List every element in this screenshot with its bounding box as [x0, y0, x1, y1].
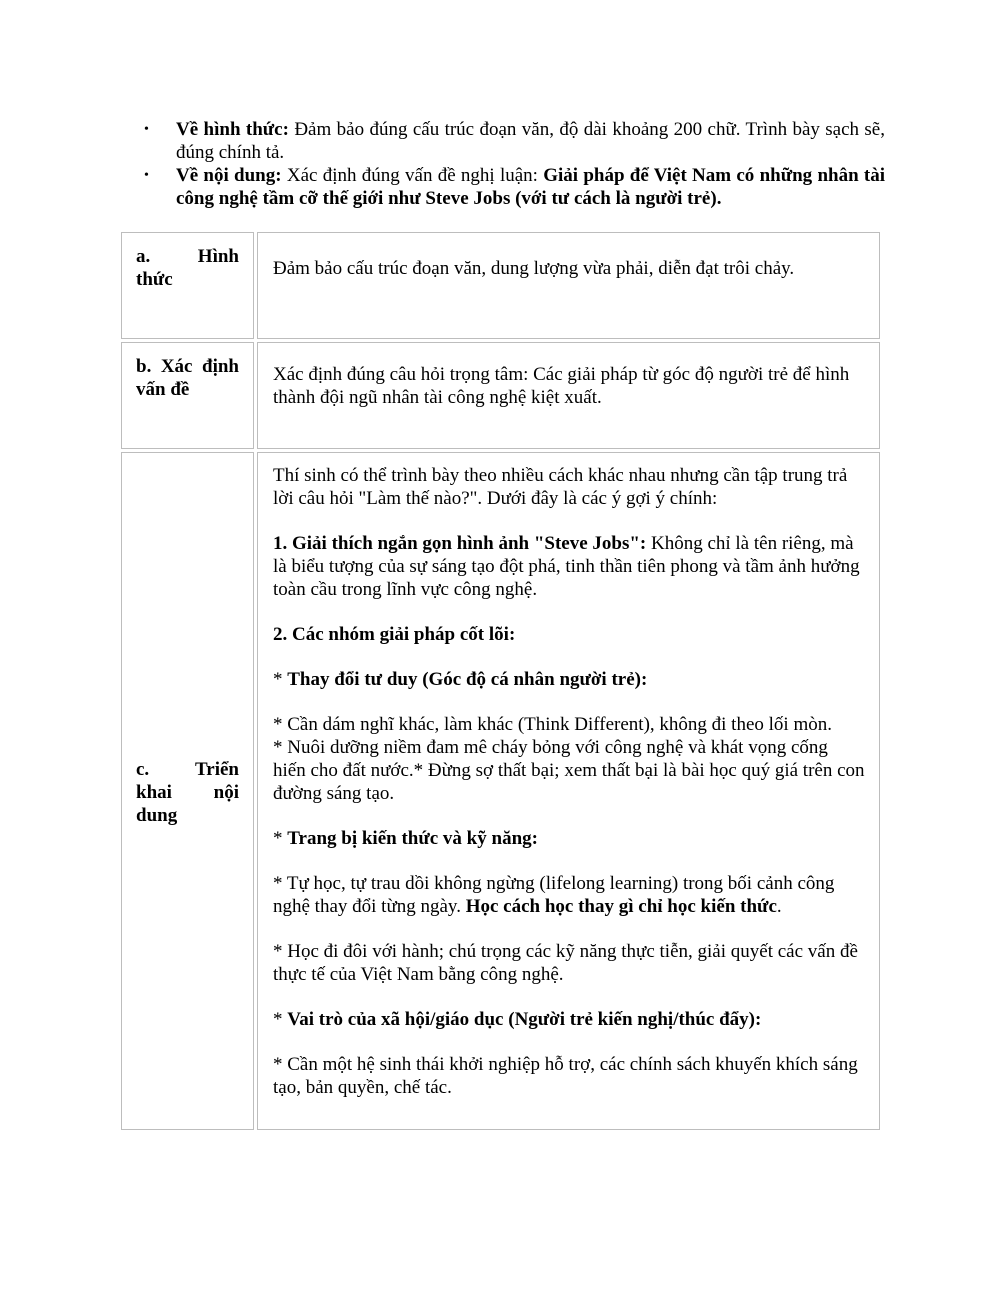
table-row [121, 232, 880, 339]
bullet-heading: Về nội dung: [176, 165, 282, 186]
row-label-cell [121, 232, 254, 339]
asterisk: * [273, 828, 288, 849]
table-row [121, 342, 880, 449]
rubric-table [121, 232, 880, 1133]
mindset-heading [273, 668, 865, 691]
skills-point: * Học đi đôi với hành; chú trọng các kỹ năng thực tiễn, giải quyết các vấn đề thực tế của Việt Nam bằng công nghệ. [273, 941, 858, 985]
row-label-line: khai nội [136, 781, 239, 803]
row-content-cell [257, 452, 880, 1130]
bullet-emphasis: Giải pháp để Việt Nam có những nhân tài công nghệ tầm cỡ thế giới như Steve Jobs (với tư cách là người trẻ). [176, 165, 886, 209]
subheading-text: Thay đổi tư duy (Góc độ cá nhân người trẻ): [287, 669, 648, 690]
skills-point [273, 872, 865, 918]
list-item [140, 164, 885, 210]
intro-paragraph: Thí sinh có thể trình bày theo nhiều cách khác nhau nhưng cần tập trung trả lời câu hỏi "Làm thế nào?". Dưới đây là các ý gợi ý chính: [273, 465, 848, 509]
row-content-cell [257, 232, 880, 339]
row-label-line: b. Xác định [136, 356, 239, 377]
steve-jobs-paragraph [273, 532, 865, 601]
subheading-text: Trang bị kiến thức và kỹ năng: [287, 828, 538, 849]
row-content-text: Đảm bảo cấu trúc đoạn văn, dung lượng vừa phải, diễn đạt trôi chảy. [273, 258, 795, 279]
bullet-text: Xác định đúng vấn đề nghị luận: [281, 165, 544, 186]
row-label-line: vấn đề [136, 379, 190, 400]
asterisk: * [273, 1009, 288, 1030]
list-item [140, 118, 885, 164]
row-content-text: Xác định đúng câu hỏi trọng tâm: Các giải pháp từ góc độ người trẻ để hình thành đội ngũ nhân tài công nghệ kiệt xuất. [273, 364, 850, 408]
row-label-line: c. Triển [136, 758, 239, 780]
point-text: * Tự học, tự trau dồi không ngừng (lifelong learning) trong bối cảnh công nghệ thay đổi từng ngày. [273, 873, 835, 917]
row-content-cell [257, 342, 880, 449]
society-point: * Cần một hệ sinh thái khởi nghiệp hỗ trợ, các chính sách khuyến khích sáng tạo, bản quyền, chế tác. [273, 1054, 858, 1098]
asterisk: * [273, 669, 288, 690]
table-row [121, 452, 880, 1130]
subheading-text: Vai trò của xã hội/giáo dục (Người trẻ kiến nghị/thúc đẩy): [287, 1009, 762, 1030]
row-label-line: a. Hình [136, 246, 239, 267]
skills-heading [273, 827, 865, 850]
bullet-icon: • [144, 168, 149, 183]
requirements-list [140, 118, 885, 210]
point-end: . [776, 896, 782, 917]
bullet-heading: Về hình thức: [176, 119, 289, 140]
row-label-line: thức [136, 269, 173, 290]
row-label-cell [121, 452, 254, 1130]
bullet-text: Đảm bảo đúng cấu trúc đoạn văn, độ dài khoảng 200 chữ. Trình bày sạch sẽ, đúng chính tả. [176, 119, 885, 163]
bullet-icon: • [144, 122, 149, 137]
society-heading [273, 1008, 865, 1031]
row-label-line: dung [136, 804, 178, 826]
point-emphasis: Học cách học thay gì chỉ học kiến thức [465, 896, 777, 917]
mindset-point: * Cần dám nghĩ khác, làm khác (Think Different), không đi theo lối mòn. [273, 714, 832, 735]
section-heading [273, 623, 865, 646]
paragraph-heading: 1. Giải thích ngắn gọn hình ảnh "Steve Jobs": [273, 533, 647, 554]
paragraph-text: Không chỉ là tên riêng, mà là biểu tượng của sự sáng tạo đột phá, tinh thần tiên phong và tầm ảnh hưởng toàn cầu trong lĩnh vực công nghệ. [273, 533, 860, 600]
mindset-point: * Nuôi dưỡng niềm đam mê cháy bỏng với công nghệ và khát vọng cống hiến cho đất nước.* Đừng sợ thất bại; xem thất bại là bài học quý giá trên con đường sáng tạo. [273, 737, 865, 804]
section-heading-text: 2. Các nhóm giải pháp cốt lõi: [273, 624, 516, 645]
row-label-cell [121, 342, 254, 449]
